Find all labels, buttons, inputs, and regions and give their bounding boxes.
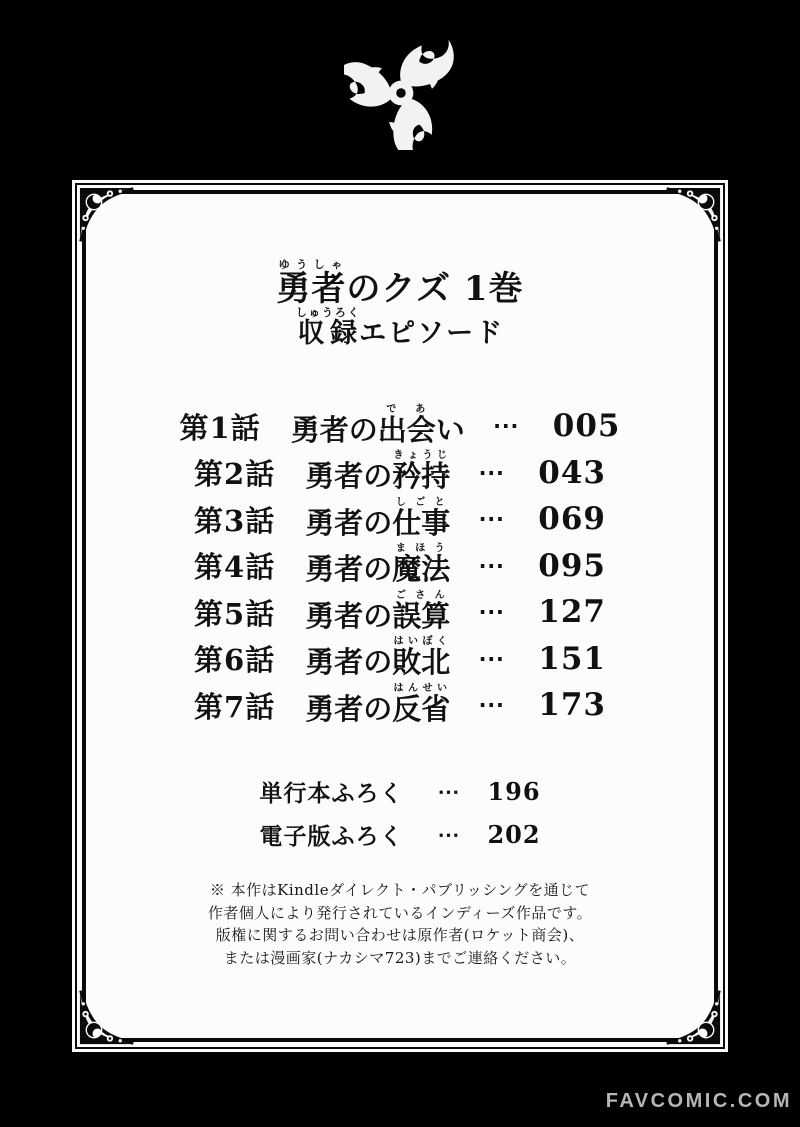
chapter-title-prefix: 勇者の	[305, 645, 393, 680]
leader-dots: ⋯	[478, 643, 505, 674]
volume-title	[72, 258, 728, 310]
toc-subtitle-rest: エピソード	[359, 318, 505, 349]
chapter-title-suffix: い	[435, 412, 465, 447]
toc-subtitle-base: 収録	[295, 318, 361, 349]
leader-dots: ⋯	[478, 457, 505, 488]
chapter-title-base: 敗北	[392, 645, 451, 680]
corner-ornament-icon	[661, 985, 721, 1045]
extra-row	[72, 813, 728, 856]
chapter-row	[72, 682, 728, 729]
disclaimer-line: 版権に関するお問い合わせは原作者(ロケット商会)、	[215, 926, 585, 944]
chapter-title-prefix: 勇者の	[305, 459, 393, 494]
chapter-row	[72, 543, 728, 590]
chapter-row	[72, 589, 728, 636]
toc-panel	[72, 180, 728, 1052]
chapter-row	[72, 450, 728, 497]
corner-ornament-icon	[79, 187, 139, 247]
chapter-number: 第6話	[194, 643, 276, 678]
chapter-title-base: 仕事	[392, 505, 451, 540]
extra-page-number: 196	[487, 777, 541, 806]
leader-dots: ⋯	[492, 411, 519, 442]
leader-dots: ⋯	[478, 690, 505, 721]
chapter-title-furigana: きょうじ	[392, 450, 451, 462]
volume-title-base: 勇者	[276, 269, 347, 309]
extra-page-number: 202	[487, 820, 541, 849]
extra-label: 電子版ふろく	[259, 823, 404, 850]
extra-label: 単行本ふろく	[259, 780, 404, 807]
publishing-disclaimer	[72, 879, 728, 969]
toc-subtitle	[72, 306, 728, 350]
chapter-page-number: 095	[538, 547, 606, 584]
chapter-title	[305, 683, 450, 728]
chapter-title-prefix: 勇者の	[305, 552, 393, 587]
chapter-title-furigana: であ	[377, 403, 436, 415]
disclaimer-line: または漫画家(ナカシマ723)までご連絡ください。	[223, 948, 577, 967]
chapter-number: 第5話	[194, 596, 276, 631]
chapter-title-prefix: 勇者の	[305, 598, 393, 633]
chapter-title-base: 誤算	[392, 598, 451, 633]
chapter-title-base: 出会	[377, 412, 436, 447]
extras-list	[72, 770, 728, 856]
corner-ornament-icon	[661, 187, 721, 247]
chapter-number: 第4話	[194, 550, 276, 585]
leader-dots: ⋯	[478, 504, 505, 535]
chapter-title-furigana: まほう	[392, 543, 451, 555]
chapter-list	[72, 403, 728, 729]
chapter-page-number: 043	[538, 454, 606, 491]
chapter-title	[305, 636, 450, 681]
disclaimer-line: 作者個人により発行されているインディーズ作品です。	[207, 903, 593, 922]
chapter-page-number: 005	[552, 408, 621, 445]
chapter-page-number: 069	[538, 501, 606, 538]
chapter-title	[305, 497, 450, 542]
toc-subtitle-furigana: しゅうろく	[295, 306, 361, 319]
chapter-title-furigana: はんせい	[392, 682, 451, 694]
chapter-page-number: 173	[538, 687, 606, 724]
chapter-title-prefix: 勇者の	[305, 505, 393, 540]
chapter-number: 第1話	[179, 410, 261, 445]
chapter-title-furigana: しごと	[392, 496, 451, 508]
chapter-row	[72, 636, 728, 683]
leader-dots: ⋯	[437, 821, 460, 848]
chapter-page-number: 151	[538, 640, 606, 677]
leader-dots: ⋯	[437, 778, 460, 805]
leader-dots: ⋯	[478, 597, 505, 628]
leader-dots: ⋯	[478, 550, 505, 581]
chapter-title	[305, 450, 450, 495]
chapter-number: 第2話	[194, 457, 276, 492]
volume-title-furigana: ゆうしゃ	[276, 258, 347, 271]
chapter-row	[72, 496, 728, 543]
disclaimer-line: ※ 本作はKindleダイレクト・パブリッシングを通じて	[209, 881, 591, 899]
chapter-number: 第7話	[194, 689, 276, 724]
extra-row	[72, 770, 728, 813]
chapter-page-number: 127	[538, 594, 606, 631]
chapter-title-prefix: 勇者の	[290, 412, 378, 447]
chapter-title-furigana: ごさん	[392, 589, 451, 601]
watermark: FAVCOMIC.COM	[605, 1090, 792, 1112]
flame-triskelion-emblem-icon	[344, 36, 458, 150]
chapter-title	[291, 404, 465, 449]
chapter-title	[305, 590, 450, 635]
chapter-title-base: 反省	[392, 691, 451, 726]
chapter-title	[305, 543, 450, 588]
chapter-title-base: 矜持	[392, 459, 451, 494]
chapter-title-prefix: 勇者の	[305, 691, 393, 726]
chapter-number: 第3話	[194, 503, 276, 538]
chapter-title-furigana: はいぼく	[392, 636, 451, 648]
volume-title-rest: のクズ 1巻	[346, 269, 524, 309]
chapter-row	[72, 403, 728, 450]
chapter-title-base: 魔法	[392, 552, 451, 587]
corner-ornament-icon	[79, 985, 139, 1045]
